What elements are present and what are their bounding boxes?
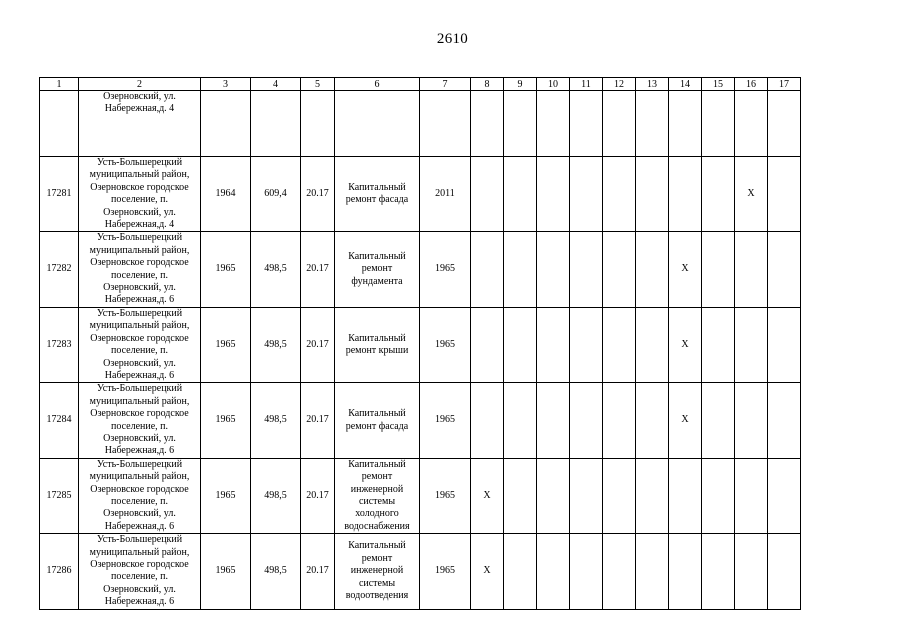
work-year-cell: 1965 — [420, 458, 471, 533]
code-cell: 20.17 — [301, 534, 335, 609]
mark-cell-col-14 — [669, 157, 702, 232]
mark-cell-col-17 — [768, 91, 801, 157]
column-header-17: 17 — [768, 78, 801, 91]
column-header-12: 12 — [603, 78, 636, 91]
code-cell: 20.17 — [301, 458, 335, 533]
work-type-cell: Капитальный ремонт крыши — [335, 307, 420, 382]
object-id-cell — [40, 91, 79, 157]
mark-cell-col-13 — [636, 157, 669, 232]
mark-cell-col-15 — [702, 232, 735, 307]
object-id-cell: 17283 — [40, 307, 79, 382]
mark-cell-col-17 — [768, 458, 801, 533]
mark-cell-col-11 — [570, 232, 603, 307]
mark-cell-col-16 — [735, 232, 768, 307]
mark-cell-col-13 — [636, 534, 669, 609]
mark-cell-col-10 — [537, 157, 570, 232]
mark-cell-col-9 — [504, 458, 537, 533]
object-id-cell: 17282 — [40, 232, 79, 307]
mark-cell-col-16 — [735, 534, 768, 609]
mark-cell-col-15 — [702, 157, 735, 232]
work-type-cell — [335, 91, 420, 157]
work-year-cell: 1965 — [420, 307, 471, 382]
mark-cell-col-14 — [669, 91, 702, 157]
table-row — [40, 232, 801, 307]
build-year-cell: 1965 — [201, 458, 251, 533]
mark-cell-col-12 — [603, 458, 636, 533]
object-id-cell: 17285 — [40, 458, 79, 533]
mark-cell-col-10 — [537, 458, 570, 533]
build-year-cell: 1965 — [201, 383, 251, 458]
address-cell: Усть-Большерецкий муниципальный район, Озерновское городское поселение, п. Озерновский, ул. Набережная,д. 6 — [79, 383, 201, 458]
build-year-cell — [201, 91, 251, 157]
address-cell: Усть-Большерецкий муниципальный район, Озерновское городское поселение, п. Озерновский, ул. Набережная,д. 6 — [79, 534, 201, 609]
code-cell: 20.17 — [301, 232, 335, 307]
mark-cell-col-11 — [570, 307, 603, 382]
mark-cell-col-12 — [603, 91, 636, 157]
area-cell: 498,5 — [251, 383, 301, 458]
object-id-cell: 17284 — [40, 383, 79, 458]
address-cell: Усть-Большерецкий муниципальный район, Озерновское городское поселение, п. Озерновский, ул. Набережная,д. 6 — [79, 232, 201, 307]
column-header-14: 14 — [669, 78, 702, 91]
mark-cell-col-8 — [471, 383, 504, 458]
mark-cell-col-17 — [768, 534, 801, 609]
mark-cell-col-15 — [702, 307, 735, 382]
mark-cell-col-11 — [570, 534, 603, 609]
mark-cell-col-17 — [768, 157, 801, 232]
mark-cell-col-8: X — [471, 534, 504, 609]
column-header-15: 15 — [702, 78, 735, 91]
build-year-cell: 1965 — [201, 232, 251, 307]
code-cell: 20.17 — [301, 157, 335, 232]
repair-register-table — [39, 77, 801, 610]
mark-cell-col-8: X — [471, 458, 504, 533]
mark-cell-col-17 — [768, 307, 801, 382]
mark-cell-col-14: X — [669, 232, 702, 307]
mark-cell-col-17 — [768, 232, 801, 307]
table-row — [40, 307, 801, 382]
mark-cell-col-16 — [735, 458, 768, 533]
mark-cell-col-8 — [471, 232, 504, 307]
mark-cell-col-16 — [735, 91, 768, 157]
mark-cell-col-12 — [603, 157, 636, 232]
mark-cell-col-10 — [537, 307, 570, 382]
mark-cell-col-15 — [702, 458, 735, 533]
column-header-4: 4 — [251, 78, 301, 91]
table-row — [40, 458, 801, 533]
code-cell: 20.17 — [301, 383, 335, 458]
mark-cell-col-8 — [471, 307, 504, 382]
mark-cell-col-10 — [537, 232, 570, 307]
table-row — [40, 157, 801, 232]
mark-cell-col-13 — [636, 458, 669, 533]
table-row — [40, 91, 801, 157]
mark-cell-col-15 — [702, 383, 735, 458]
mark-cell-col-12 — [603, 307, 636, 382]
mark-cell-col-12 — [603, 232, 636, 307]
mark-cell-col-9 — [504, 232, 537, 307]
mark-cell-col-12 — [603, 383, 636, 458]
mark-cell-col-11 — [570, 157, 603, 232]
mark-cell-col-17 — [768, 383, 801, 458]
object-id-cell: 17281 — [40, 157, 79, 232]
page-number: 2610 — [436, 31, 469, 47]
object-id-cell: 17286 — [40, 534, 79, 609]
column-number-row — [40, 78, 801, 91]
column-header-13: 13 — [636, 78, 669, 91]
mark-cell-col-10 — [537, 91, 570, 157]
build-year-cell: 1964 — [201, 157, 251, 232]
work-year-cell: 2011 — [420, 157, 471, 232]
work-type-cell: Капитальный ремонт фасада — [335, 383, 420, 458]
column-header-9: 9 — [504, 78, 537, 91]
mark-cell-col-13 — [636, 307, 669, 382]
address-cell: Усть-Большерецкий муниципальный район, Озерновское городское поселение, п. Озерновский, ул. Набережная,д. 4 — [79, 157, 201, 232]
mark-cell-col-14: X — [669, 383, 702, 458]
mark-cell-col-12 — [603, 534, 636, 609]
work-type-cell: Капитальный ремонт инженерной системы холодного водоснабжения — [335, 458, 420, 533]
mark-cell-col-15 — [702, 534, 735, 609]
column-header-5: 5 — [301, 78, 335, 91]
column-header-7: 7 — [420, 78, 471, 91]
mark-cell-col-10 — [537, 534, 570, 609]
mark-cell-col-14 — [669, 458, 702, 533]
column-header-8: 8 — [471, 78, 504, 91]
work-year-cell: 1965 — [420, 534, 471, 609]
mark-cell-col-9 — [504, 383, 537, 458]
work-type-cell: Капитальный ремонт фундамента — [335, 232, 420, 307]
mark-cell-col-16: X — [735, 157, 768, 232]
mark-cell-col-14: X — [669, 307, 702, 382]
area-cell: 609,4 — [251, 157, 301, 232]
build-year-cell: 1965 — [201, 307, 251, 382]
column-header-11: 11 — [570, 78, 603, 91]
mark-cell-col-15 — [702, 91, 735, 157]
work-year-cell — [420, 91, 471, 157]
mark-cell-col-11 — [570, 383, 603, 458]
work-year-cell: 1965 — [420, 383, 471, 458]
column-header-6: 6 — [335, 78, 420, 91]
mark-cell-col-16 — [735, 307, 768, 382]
work-year-cell: 1965 — [420, 232, 471, 307]
work-type-cell: Капитальный ремонт инженерной системы водоотведения — [335, 534, 420, 609]
column-header-16: 16 — [735, 78, 768, 91]
mark-cell-col-9 — [504, 157, 537, 232]
mark-cell-col-9 — [504, 534, 537, 609]
area-cell: 498,5 — [251, 458, 301, 533]
column-header-2: 2 — [79, 78, 201, 91]
code-cell: 20.17 — [301, 307, 335, 382]
mark-cell-col-14 — [669, 534, 702, 609]
area-cell: 498,5 — [251, 232, 301, 307]
column-header-3: 3 — [201, 78, 251, 91]
mark-cell-col-9 — [504, 307, 537, 382]
column-header-10: 10 — [537, 78, 570, 91]
address-cell: Озерновский, ул. Набережная,д. 4 — [79, 91, 201, 157]
area-cell: 498,5 — [251, 307, 301, 382]
area-cell — [251, 91, 301, 157]
mark-cell-col-11 — [570, 458, 603, 533]
mark-cell-col-8 — [471, 157, 504, 232]
build-year-cell: 1965 — [201, 534, 251, 609]
mark-cell-col-11 — [570, 91, 603, 157]
mark-cell-col-13 — [636, 383, 669, 458]
area-cell: 498,5 — [251, 534, 301, 609]
mark-cell-col-13 — [636, 91, 669, 157]
mark-cell-col-10 — [537, 383, 570, 458]
work-type-cell: Капитальный ремонт фасада — [335, 157, 420, 232]
column-header-1: 1 — [40, 78, 79, 91]
mark-cell-col-8 — [471, 91, 504, 157]
mark-cell-col-13 — [636, 232, 669, 307]
table-row — [40, 534, 801, 609]
code-cell — [301, 91, 335, 157]
table-row — [40, 383, 801, 458]
address-cell: Усть-Большерецкий муниципальный район, Озерновское городское поселение, п. Озерновский, ул. Набережная,д. 6 — [79, 307, 201, 382]
address-cell: Усть-Большерецкий муниципальный район, Озерновское городское поселение, п. Озерновский, ул. Набережная,д. 6 — [79, 458, 201, 533]
mark-cell-col-9 — [504, 91, 537, 157]
mark-cell-col-16 — [735, 383, 768, 458]
